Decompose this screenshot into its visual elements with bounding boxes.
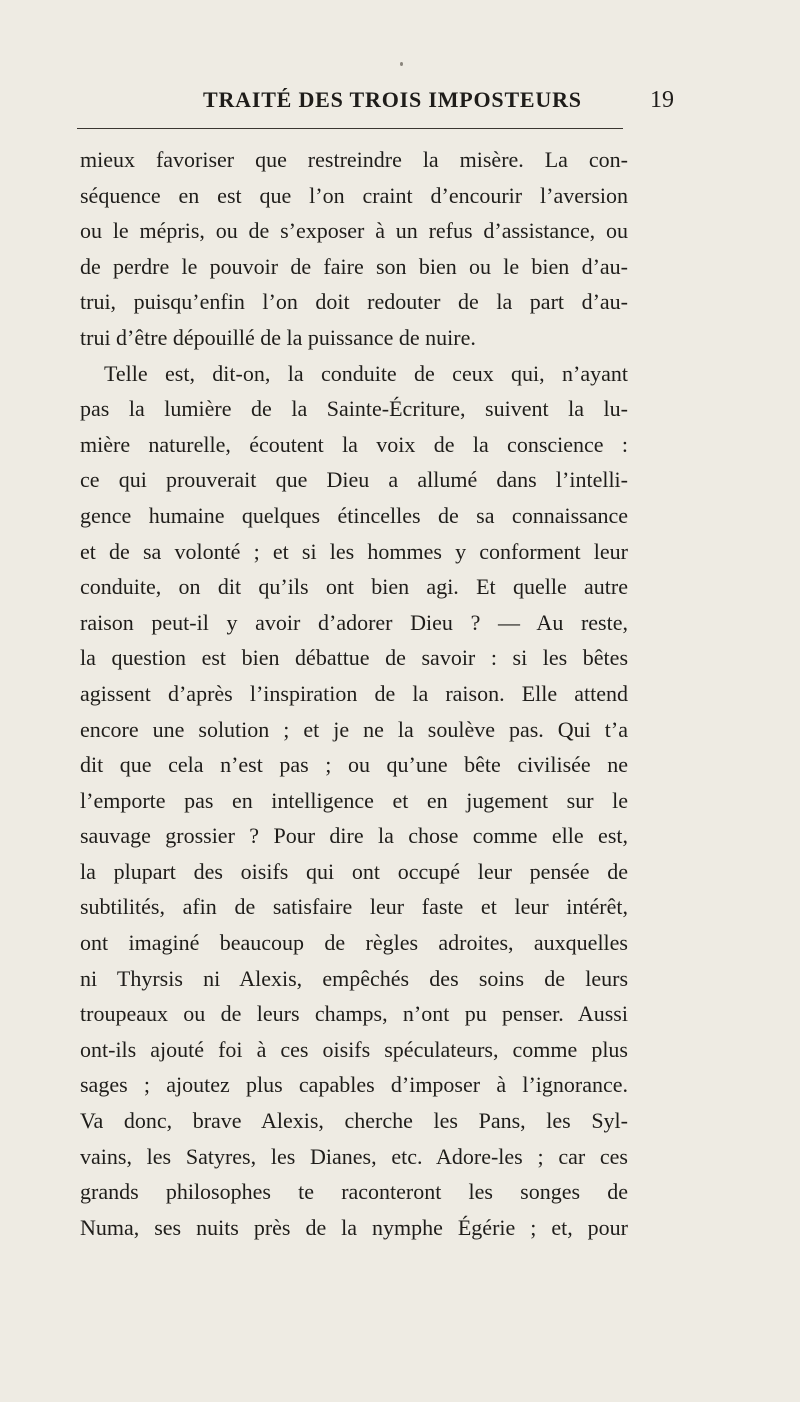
text-line: Telle est, dit-on, la conduite de ceux qui, n’ayant [104, 360, 628, 386]
text-line: pas la lumière de la Sainte-Écriture, suivent la lu- [80, 396, 628, 422]
text-line: Numa, ses nuits près de la nymphe Égérie ; et, pour [80, 1214, 628, 1240]
text-line: ou le mépris, ou de s’exposer à un refus d’assistance, ou [80, 218, 628, 244]
paper-speck [400, 62, 403, 66]
text-line: séquence en est que l’on craint d’encourir l’aversion [80, 182, 628, 208]
running-title: TRAITÉ DES TROIS IMPOSTEURS [203, 87, 582, 112]
text-line: gence humaine quelques étincelles de sa connaissance [80, 502, 628, 528]
text-line: sauvage grossier ? Pour dire la chose comme elle est, [80, 823, 628, 849]
text-line: ni Thyrsis ni Alexis, empêchés des soins de leurs [80, 965, 628, 991]
text-line: la plupart des oisifs qui ont occupé leur pensée de [80, 858, 628, 884]
text-line: et de sa volonté ; et si les hommes y conforment leur [80, 538, 628, 564]
page-number: 19 [650, 87, 674, 113]
text-line: trui d’être dépouillé de la puissance de nuire. [80, 324, 476, 350]
text-line: trui, puisqu’enfin l’on doit redouter de la part d’au- [80, 289, 628, 315]
running-head [0, 85, 800, 115]
text-line: sages ; ajoutez plus capables d’imposer à l’ignorance. [80, 1072, 628, 1098]
text-line: dit que cela n’est pas ; ou qu’une bête civilisée ne [80, 752, 628, 778]
text-line: conduite, on dit qu’ils ont bien agi. Et quelle autre [80, 574, 628, 600]
text-line: de perdre le pouvoir de faire son bien ou le bien d’au- [80, 253, 628, 279]
body-text [80, 142, 628, 1245]
text-line: mieux favoriser que restreindre la misère. La con- [80, 147, 628, 172]
text-line: troupeaux ou de leurs champs, n’ont pu penser. Aussi [80, 1001, 628, 1027]
text-line: encore une solution ; et je ne la soulève pas. Qui t’a [80, 716, 628, 742]
text-line: grands philosophes te raconteront les songes de [80, 1179, 628, 1205]
text-line: subtilités, afin de satisfaire leur faste et leur intérêt, [80, 894, 628, 920]
text-line: Va donc, brave Alexis, cherche les Pans, les Syl- [80, 1108, 628, 1134]
text-line: mière naturelle, écoutent la voix de la conscience : [80, 431, 628, 457]
text-line: raison peut-il y avoir d’adorer Dieu ? — Au reste, [80, 609, 628, 635]
text-line: l’emporte pas en intelligence et en jugement sur le [80, 787, 628, 813]
text-line: ont imaginé beaucoup de règles adroites, auxquelles [80, 930, 628, 956]
text-line: agissent d’après l’inspiration de la raison. Elle attend [80, 680, 628, 706]
text-line: la question est bien débattue de savoir : si les bêtes [80, 645, 628, 671]
text-line: vains, les Satyres, les Dianes, etc. Adore-les ; car ces [80, 1143, 628, 1169]
text-line: ont-ils ajouté foi à ces oisifs spéculateurs, comme plus [80, 1036, 628, 1062]
text-line: ce qui prouverait que Dieu a allumé dans l’intelli- [80, 467, 628, 493]
header-rule [77, 128, 623, 129]
